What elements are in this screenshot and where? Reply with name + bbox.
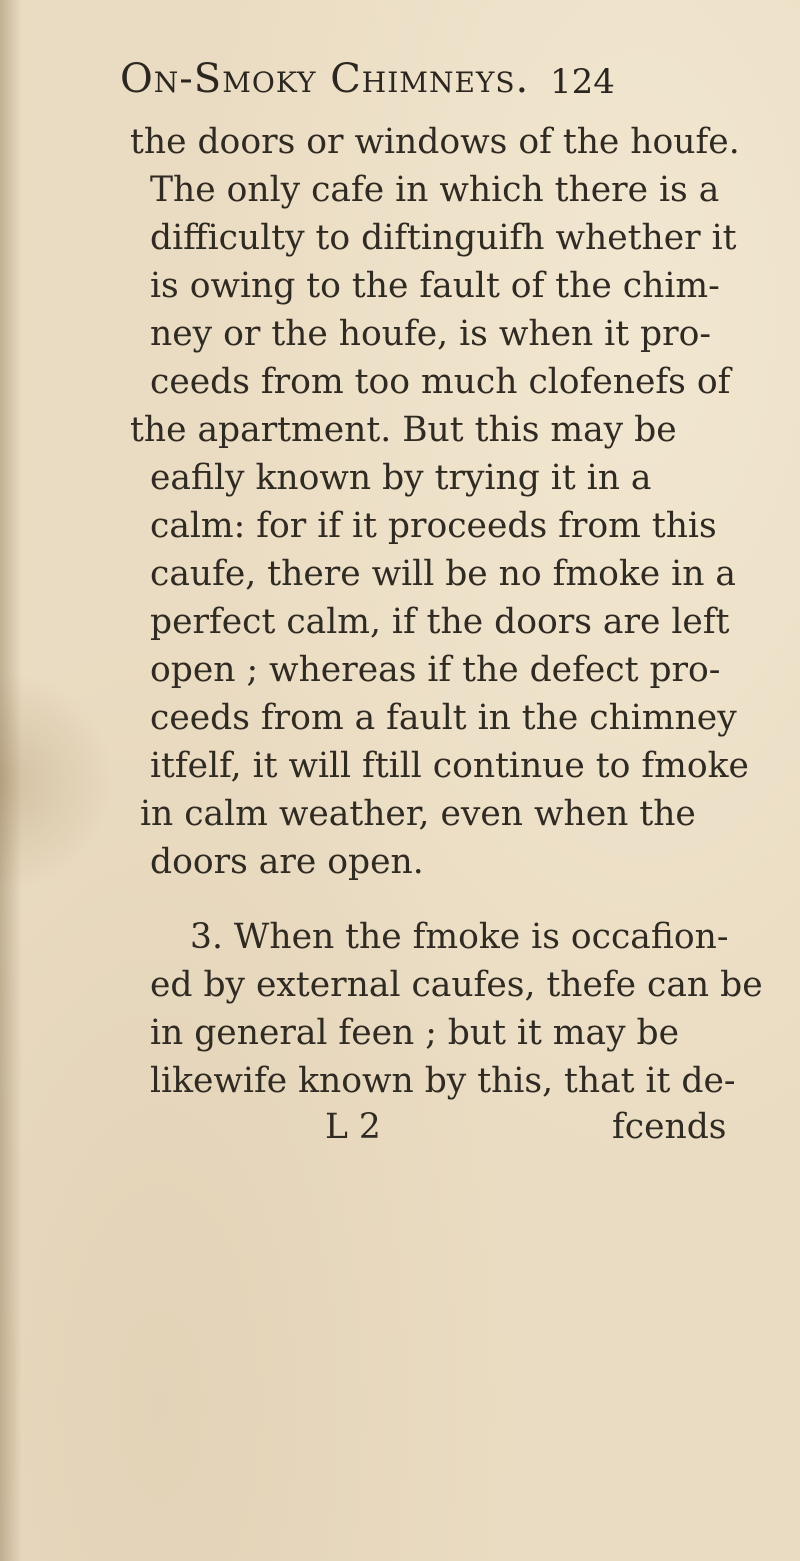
text-line: perfect calm, if the doors are left: [150, 602, 730, 642]
text-line: in calm weather, even when the: [140, 794, 696, 834]
text-line: caufe, there will be no fmoke in a: [150, 554, 736, 594]
text-line: open ; whereas if the defect pro-: [150, 650, 721, 690]
text-line: likewife known by this, that it de-: [150, 1061, 736, 1101]
text-line: calm: for if it proceeds from this: [150, 506, 717, 546]
text-line: 3. When the fmoke is occafion-: [190, 917, 729, 957]
running-head: [120, 56, 760, 116]
text-line: is owing to the fault of the chim-: [150, 266, 720, 306]
page-number: 124: [550, 62, 615, 102]
text-line: The only cafe in which there is a: [150, 170, 720, 210]
catchword: fcends: [612, 1107, 727, 1147]
text-line: difficulty to diftinguifh whether it: [150, 218, 737, 258]
text-line: itfelf, it will ftill continue to fmoke: [150, 746, 749, 786]
text-line: eafily known by trying it in a: [150, 458, 652, 498]
text-line: doors are open.: [150, 842, 424, 882]
running-head-title: On-Smoky Chimneys.: [120, 56, 530, 102]
text-line: ed by external caufes, thefe can be: [150, 965, 763, 1005]
text-line: ceeds from too much clofenefs of: [150, 362, 731, 402]
text-line: the apartment. But this may be: [130, 410, 677, 450]
text-line: ceeds from a fault in the chimney: [150, 698, 737, 738]
text-line: in general feen ; but it may be: [150, 1013, 680, 1053]
text-line: the doors or windows of the houfe.: [130, 122, 740, 162]
page-gutter-shadow: [0, 0, 22, 1561]
text-line: ney or the houfe, is when it pro-: [150, 314, 712, 354]
signature-mark: L 2: [325, 1107, 381, 1147]
